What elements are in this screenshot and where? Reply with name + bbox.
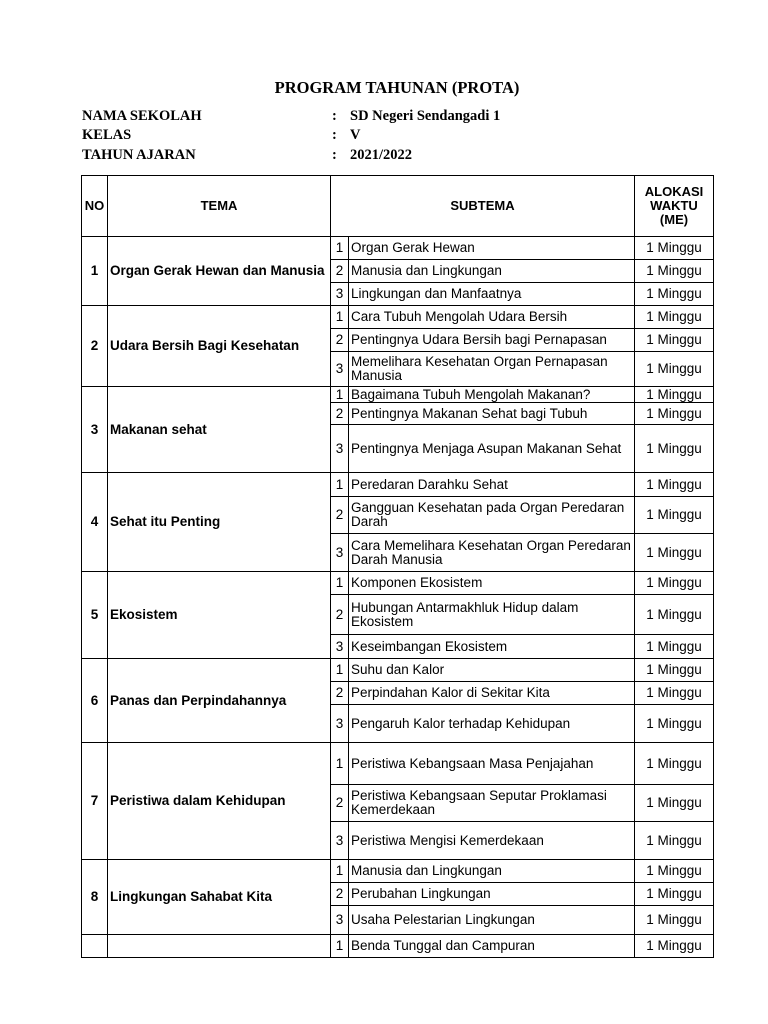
subtheme-name: Cara Tubuh Mengolah Udara Bersih	[349, 306, 635, 329]
subtheme-name: Suhu dan Kalor	[349, 659, 635, 682]
subtheme-name: Peristiwa Kebangsaan Seputar Proklamasi Kemerdekaan	[349, 785, 635, 822]
subtheme-name: Organ Gerak Hewan	[349, 237, 635, 260]
subtheme-number: 3	[331, 425, 349, 473]
time-allocation: 1 Minggu	[635, 635, 714, 659]
info-colon: :	[332, 108, 337, 124]
subtheme-name: Keseimbangan Ekosistem	[349, 635, 635, 659]
subtheme-number: 1	[331, 473, 349, 497]
subtheme-number: 1	[331, 572, 349, 595]
subtheme-name: Peristiwa Kebangsaan Masa Penjajahan	[349, 743, 635, 785]
time-allocation: 1 Minggu	[635, 595, 714, 635]
theme-name: Organ Gerak Hewan dan Manusia	[108, 237, 331, 306]
subtheme-name: Pentingnya Makanan Sehat bagi Tubuh	[349, 403, 635, 425]
time-allocation: 1 Minggu	[635, 860, 714, 883]
theme-name: Sehat itu Penting	[108, 473, 331, 572]
theme-number: 5	[82, 572, 108, 659]
theme-number: 3	[82, 387, 108, 473]
prota-table	[81, 175, 714, 958]
table-row	[82, 237, 714, 260]
subtheme-number: 2	[331, 682, 349, 705]
time-allocation: 1 Minggu	[635, 743, 714, 785]
info-label: TAHUN AJARAN	[82, 147, 196, 163]
subtheme-name: Usaha Pelestarian Lingkungan	[349, 906, 635, 935]
page-title: PROGRAM TAHUNAN (PROTA)	[274, 78, 520, 97]
header-alokasi: ALOKASI WAKTU (ME)	[635, 176, 714, 237]
subtheme-number: 2	[331, 497, 349, 534]
info-value: V	[350, 127, 361, 143]
subtheme-number: 2	[331, 260, 349, 283]
table-row	[82, 743, 714, 785]
subtheme-number: 1	[331, 743, 349, 785]
header-subtema: SUBTEMA	[331, 176, 635, 237]
subtheme-name: Pengaruh Kalor terhadap Kehidupan	[349, 705, 635, 743]
table-row	[82, 473, 714, 497]
subtheme-number: 1	[331, 306, 349, 329]
subtheme-number: 3	[331, 705, 349, 743]
info-label: NAMA SEKOLAH	[82, 108, 202, 124]
subtheme-name: Pentingnya Menjaga Asupan Makanan Sehat	[349, 425, 635, 473]
time-allocation: 1 Minggu	[635, 883, 714, 906]
time-allocation: 1 Minggu	[635, 237, 714, 260]
subtheme-name: Cara Memelihara Kesehatan Organ Peredaran Darah Manusia	[349, 534, 635, 572]
subtheme-name: Benda Tunggal dan Campuran	[349, 935, 635, 958]
theme-number: 4	[82, 473, 108, 572]
time-allocation: 1 Minggu	[635, 682, 714, 705]
time-allocation: 1 Minggu	[635, 705, 714, 743]
time-allocation: 1 Minggu	[635, 572, 714, 595]
time-allocation: 1 Minggu	[635, 352, 714, 387]
subtheme-number: 2	[331, 595, 349, 635]
subtheme-number: 3	[331, 283, 349, 306]
subtheme-number: 3	[331, 822, 349, 860]
subtheme-name: Peristiwa Mengisi Kemerdekaan	[349, 822, 635, 860]
time-allocation: 1 Minggu	[635, 306, 714, 329]
theme-name: Ekosistem	[108, 572, 331, 659]
info-value: SD Negeri Sendangadi 1	[350, 108, 501, 124]
subtheme-name: Perpindahan Kalor di Sekitar Kita	[349, 682, 635, 705]
subtheme-name: Komponen Ekosistem	[349, 572, 635, 595]
table-row	[82, 387, 714, 403]
info-label: KELAS	[82, 127, 132, 143]
time-allocation: 1 Minggu	[635, 473, 714, 497]
subtheme-number: 3	[331, 635, 349, 659]
header-no: NO	[82, 176, 108, 237]
time-allocation: 1 Minggu	[635, 935, 714, 958]
time-allocation: 1 Minggu	[635, 497, 714, 534]
theme-number: 2	[82, 306, 108, 387]
subtheme-number: 1	[331, 860, 349, 883]
time-allocation: 1 Minggu	[635, 785, 714, 822]
header-row	[82, 176, 714, 237]
theme-number	[82, 935, 108, 958]
subtheme-number: 2	[331, 403, 349, 425]
info-colon: :	[332, 127, 337, 143]
time-allocation: 1 Minggu	[635, 906, 714, 935]
table-row	[82, 306, 714, 329]
time-allocation: 1 Minggu	[635, 283, 714, 306]
subtheme-number: 1	[331, 237, 349, 260]
subtheme-name: Memelihara Kesehatan Organ Pernapasan Manusia	[349, 352, 635, 387]
theme-number: 7	[82, 743, 108, 860]
subtheme-number: 1	[331, 387, 349, 403]
table-row	[82, 860, 714, 883]
theme-name: Udara Bersih Bagi Kesehatan	[108, 306, 331, 387]
subtheme-name: Bagaimana Tubuh Mengolah Makanan?	[349, 387, 635, 403]
subtheme-name: Lingkungan dan Manfaatnya	[349, 283, 635, 306]
subtheme-name: Perubahan Lingkungan	[349, 883, 635, 906]
theme-name: Lingkungan Sahabat Kita	[108, 860, 331, 935]
time-allocation: 1 Minggu	[635, 822, 714, 860]
subtheme-number: 3	[331, 352, 349, 387]
subtheme-name: Gangguan Kesehatan pada Organ Peredaran Darah	[349, 497, 635, 534]
table-row	[82, 935, 714, 958]
table-row	[82, 572, 714, 595]
info-colon: :	[332, 147, 337, 163]
theme-name: Makanan sehat	[108, 387, 331, 473]
subtheme-number: 3	[331, 534, 349, 572]
subtheme-name: Manusia dan Lingkungan	[349, 860, 635, 883]
time-allocation: 1 Minggu	[635, 425, 714, 473]
subtheme-name: Hubungan Antarmakhluk Hidup dalam Ekosistem	[349, 595, 635, 635]
theme-number: 6	[82, 659, 108, 743]
theme-number: 8	[82, 860, 108, 935]
subtheme-name: Manusia dan Lingkungan	[349, 260, 635, 283]
time-allocation: 1 Minggu	[635, 260, 714, 283]
time-allocation: 1 Minggu	[635, 534, 714, 572]
time-allocation: 1 Minggu	[635, 329, 714, 352]
subtheme-number: 2	[331, 883, 349, 906]
time-allocation: 1 Minggu	[635, 387, 714, 403]
theme-number: 1	[82, 237, 108, 306]
info-value: 2021/2022	[350, 147, 413, 163]
theme-name: Peristiwa dalam Kehidupan	[108, 743, 331, 860]
header-tema: TEMA	[108, 176, 331, 237]
subtheme-name: Pentingnya Udara Bersih bagi Pernapasan	[349, 329, 635, 352]
subtheme-number: 2	[331, 785, 349, 822]
subtheme-number: 1	[331, 659, 349, 682]
time-allocation: 1 Minggu	[635, 403, 714, 425]
table-body	[82, 237, 714, 958]
theme-name: Panas dan Perpindahannya	[108, 659, 331, 743]
subtheme-number: 2	[331, 329, 349, 352]
table-row	[82, 659, 714, 682]
time-allocation: 1 Minggu	[635, 659, 714, 682]
subtheme-number: 1	[331, 935, 349, 958]
subtheme-name: Peredaran Darahku Sehat	[349, 473, 635, 497]
theme-name	[108, 935, 331, 958]
subtheme-number: 3	[331, 906, 349, 935]
